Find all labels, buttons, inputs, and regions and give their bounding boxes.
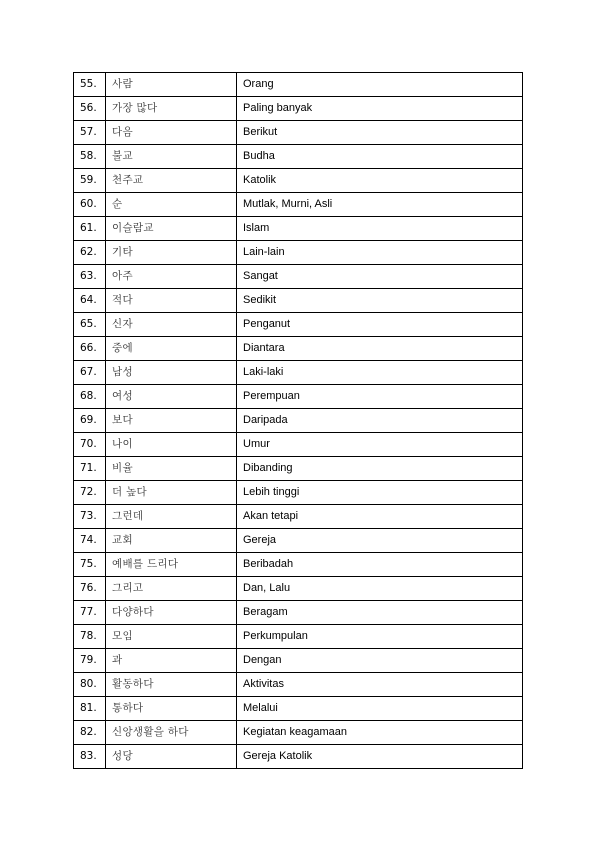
table-row bbox=[74, 697, 523, 721]
indonesian-meaning: Orang bbox=[237, 73, 523, 97]
indonesian-meaning: Laki-laki bbox=[237, 361, 523, 385]
korean-word: 통하다 bbox=[106, 697, 237, 721]
row-number: 56. bbox=[74, 97, 106, 121]
table-row bbox=[74, 745, 523, 769]
indonesian-meaning: Beribadah bbox=[237, 553, 523, 577]
row-number: 79. bbox=[74, 649, 106, 673]
korean-word: 그런데 bbox=[106, 505, 237, 529]
row-number: 62. bbox=[74, 241, 106, 265]
korean-word: 과 bbox=[106, 649, 237, 673]
korean-word: 보다 bbox=[106, 409, 237, 433]
table-row bbox=[74, 217, 523, 241]
row-number: 61. bbox=[74, 217, 106, 241]
korean-word: 신자 bbox=[106, 313, 237, 337]
table-row bbox=[74, 529, 523, 553]
indonesian-meaning: Penganut bbox=[237, 313, 523, 337]
table-row bbox=[74, 649, 523, 673]
indonesian-meaning: Gereja Katolik bbox=[237, 745, 523, 769]
korean-word: 모임 bbox=[106, 625, 237, 649]
korean-word: 중에 bbox=[106, 337, 237, 361]
row-number: 78. bbox=[74, 625, 106, 649]
korean-word: 순 bbox=[106, 193, 237, 217]
table-row bbox=[74, 673, 523, 697]
table-row bbox=[74, 265, 523, 289]
row-number: 67. bbox=[74, 361, 106, 385]
korean-word: 기타 bbox=[106, 241, 237, 265]
korean-word: 나이 bbox=[106, 433, 237, 457]
korean-word: 사람 bbox=[106, 73, 237, 97]
table-row bbox=[74, 625, 523, 649]
table-row bbox=[74, 409, 523, 433]
korean-word: 아주 bbox=[106, 265, 237, 289]
table-row bbox=[74, 457, 523, 481]
indonesian-meaning: Dan, Lalu bbox=[237, 577, 523, 601]
table-row bbox=[74, 553, 523, 577]
vocabulary-table bbox=[73, 72, 523, 769]
row-number: 60. bbox=[74, 193, 106, 217]
indonesian-meaning: Dibanding bbox=[237, 457, 523, 481]
row-number: 75. bbox=[74, 553, 106, 577]
indonesian-meaning: Katolik bbox=[237, 169, 523, 193]
korean-word: 신앙생활을 하다 bbox=[106, 721, 237, 745]
indonesian-meaning: Mutlak, Murni, Asli bbox=[237, 193, 523, 217]
korean-word: 다양하다 bbox=[106, 601, 237, 625]
table-row bbox=[74, 385, 523, 409]
korean-word: 예배를 드리다 bbox=[106, 553, 237, 577]
row-number: 69. bbox=[74, 409, 106, 433]
korean-word: 여성 bbox=[106, 385, 237, 409]
row-number: 55. bbox=[74, 73, 106, 97]
korean-word: 남성 bbox=[106, 361, 237, 385]
row-number: 83. bbox=[74, 745, 106, 769]
table-row bbox=[74, 97, 523, 121]
row-number: 65. bbox=[74, 313, 106, 337]
table-row bbox=[74, 721, 523, 745]
indonesian-meaning: Lain-lain bbox=[237, 241, 523, 265]
korean-word: 적다 bbox=[106, 289, 237, 313]
table-row bbox=[74, 121, 523, 145]
row-number: 74. bbox=[74, 529, 106, 553]
row-number: 77. bbox=[74, 601, 106, 625]
table-row bbox=[74, 289, 523, 313]
indonesian-meaning: Berikut bbox=[237, 121, 523, 145]
row-number: 76. bbox=[74, 577, 106, 601]
row-number: 57. bbox=[74, 121, 106, 145]
table-row bbox=[74, 505, 523, 529]
indonesian-meaning: Sedikit bbox=[237, 289, 523, 313]
row-number: 58. bbox=[74, 145, 106, 169]
indonesian-meaning: Paling banyak bbox=[237, 97, 523, 121]
indonesian-meaning: Islam bbox=[237, 217, 523, 241]
korean-word: 천주교 bbox=[106, 169, 237, 193]
indonesian-meaning: Lebih tinggi bbox=[237, 481, 523, 505]
indonesian-meaning: Beragam bbox=[237, 601, 523, 625]
row-number: 68. bbox=[74, 385, 106, 409]
korean-word: 활동하다 bbox=[106, 673, 237, 697]
table-row bbox=[74, 73, 523, 97]
table-row bbox=[74, 313, 523, 337]
row-number: 70. bbox=[74, 433, 106, 457]
row-number: 73. bbox=[74, 505, 106, 529]
korean-word: 비율 bbox=[106, 457, 237, 481]
row-number: 71. bbox=[74, 457, 106, 481]
row-number: 82. bbox=[74, 721, 106, 745]
row-number: 80. bbox=[74, 673, 106, 697]
row-number: 81. bbox=[74, 697, 106, 721]
indonesian-meaning: Sangat bbox=[237, 265, 523, 289]
row-number: 66. bbox=[74, 337, 106, 361]
table-row bbox=[74, 577, 523, 601]
table-row bbox=[74, 337, 523, 361]
indonesian-meaning: Perkumpulan bbox=[237, 625, 523, 649]
korean-word: 성당 bbox=[106, 745, 237, 769]
indonesian-meaning: Gereja bbox=[237, 529, 523, 553]
row-number: 64. bbox=[74, 289, 106, 313]
table-row bbox=[74, 169, 523, 193]
korean-word: 그리고 bbox=[106, 577, 237, 601]
indonesian-meaning: Diantara bbox=[237, 337, 523, 361]
indonesian-meaning: Aktivitas bbox=[237, 673, 523, 697]
korean-word: 가장 많다 bbox=[106, 97, 237, 121]
row-number: 59. bbox=[74, 169, 106, 193]
indonesian-meaning: Melalui bbox=[237, 697, 523, 721]
korean-word: 더 높다 bbox=[106, 481, 237, 505]
table-row bbox=[74, 241, 523, 265]
table-row bbox=[74, 601, 523, 625]
indonesian-meaning: Daripada bbox=[237, 409, 523, 433]
table-row bbox=[74, 433, 523, 457]
korean-word: 다음 bbox=[106, 121, 237, 145]
korean-word: 불교 bbox=[106, 145, 237, 169]
indonesian-meaning: Perempuan bbox=[237, 385, 523, 409]
korean-word: 이슬람교 bbox=[106, 217, 237, 241]
korean-word: 교회 bbox=[106, 529, 237, 553]
row-number: 72. bbox=[74, 481, 106, 505]
indonesian-meaning: Dengan bbox=[237, 649, 523, 673]
indonesian-meaning: Budha bbox=[237, 145, 523, 169]
vocabulary-table-body bbox=[74, 73, 523, 769]
indonesian-meaning: Umur bbox=[237, 433, 523, 457]
indonesian-meaning: Kegiatan keagamaan bbox=[237, 721, 523, 745]
table-row bbox=[74, 193, 523, 217]
table-row bbox=[74, 361, 523, 385]
table-row bbox=[74, 481, 523, 505]
table-row bbox=[74, 145, 523, 169]
indonesian-meaning: Akan tetapi bbox=[237, 505, 523, 529]
row-number: 63. bbox=[74, 265, 106, 289]
